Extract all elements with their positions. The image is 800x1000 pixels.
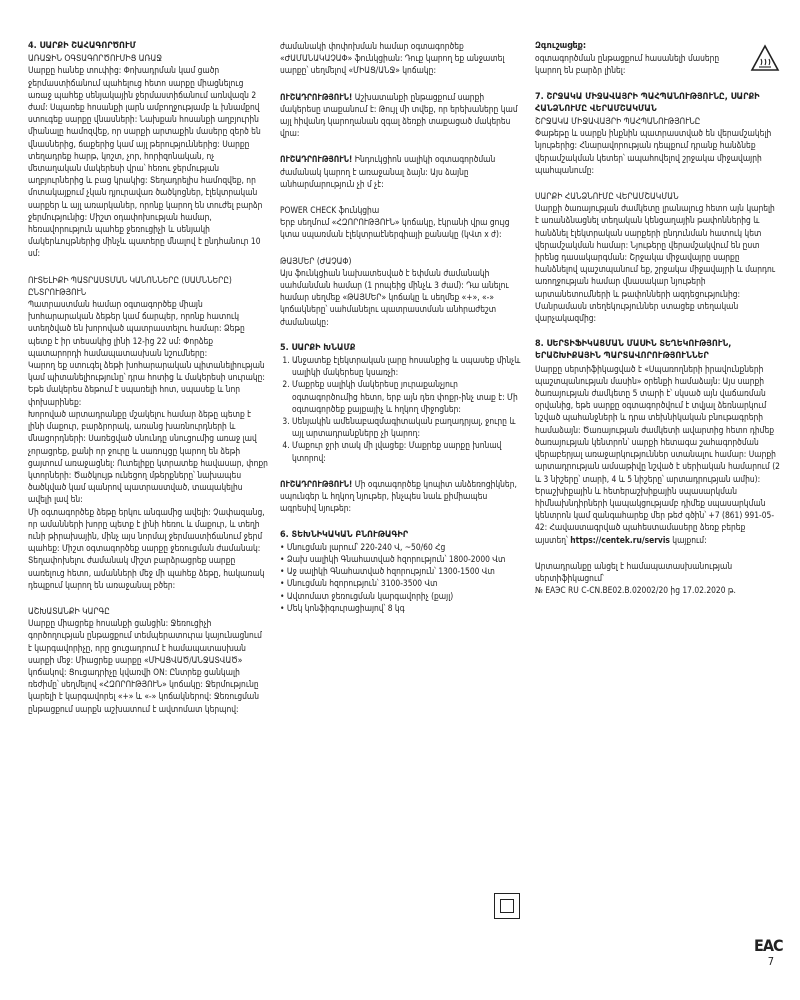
care-list bbox=[280, 354, 525, 464]
warning-3 bbox=[280, 478, 525, 515]
care-item: 4. Մաքուր ջրի տակ մի լվացեք: Մաքրեք սարքը խոնավ կտորով: bbox=[292, 439, 525, 463]
section-5-title: 5. ՍԱՐՔԻ ԽՆԱՄՔ bbox=[280, 342, 356, 353]
oil-body-3: Խորոված արտադրանքը մշակելու համար ձեթը պետք է լինի մաքուր, բարձրորակ, առանց խառնուրդների և մնացորդների: Սառեցված սնունդը սնուցումից առաջ լավ չորացրեք, քանի որ ջուրը և սառույցը կարող են ձեթի ցայտում առաջացնել: Ուտելիքը կտրատեք հավասար, փոքր կտորների: Ծածկույթ ունեցող մթերքները՝ նախապես ծածկված կամ պանրով պատրաստված, տապակելիս ավելի լավ են: bbox=[28, 408, 268, 505]
care-item: 3. Սենյակին ամենաբազմագիտական բաղադրյալ, ջուրը և այլ արտադրանքները չի կարող: bbox=[292, 415, 525, 439]
section-7-title: 7. ՇՐՋԱԿԱ ՄԻՋԱՎԱՅՐԻ ՊԱՀՊԱՆՈՒԹՅՈՒՆԸ, ՍԱՐՔԻ ՀԱՆՁՆՈՒՄԸ ՎԵՐԱՄՇԱԿՄԱՆ bbox=[535, 91, 760, 114]
oil-section-title: ՈՒՏԵԼԻՔԻ ՊԱՏՐԱՍՏՄԱՆ ԿԱՆՈՆՆԵՐԸ (ՍԱՄՆՆԵՐԸ) ԸՆՏՐՈՒԹՅՈՒՆ bbox=[28, 274, 232, 297]
usage-body: Սարքը միացրեք հոսանքի ցանցին: Ջեռուցիչի գործողության ընթացքում տեմպերատուրա կայունացնում է կարգավորիչը, որը ցուցադրում է համապատասխան սարքի մեջ: Միացրեք սարքը «ՄԻԱՑՎԱԾ/ԱՆՋԱՏՎԱԾ» կոճակով: Ցուցադրիչը կվառվի ON: Ընտրեք ցանկալի ռեժիմը՝ սեղմելով «ՀԶՈՐՈՒԹՅՈՒՆ» կոճակը: Ջերմությունը կարելի է կարգավորել «+» և «-» կոճակներով: Ջեռուցման ընթացքում սարքն աշխատում է ավտոմատ կերպով: bbox=[28, 618, 262, 714]
care-item: 1. Անջատեք էլեկտրական լարը հոսանքից և սպասեք մինչև սալիկի մակերեսը կսառչի: bbox=[292, 354, 525, 378]
section-4-body: Սարքը հանեք տուփից: Փոխադրման կամ ցածր ջերմաստիճանում պահելուց հետո սարքը միացնելուց առաջ պահեք սենյակային ջերմաստիճանում առնվազն 2 ժամ: Սպառեք հոսանքի լարն ամբողջությամբ և խնամքով ստուգեք սարքը վնասների: Նախքան հոսանքի աղբյուրին միանալը համոզվեք, որ սարքի արտաքին մասերը զերծ են վնասներից, ճաքերից կամ այլ թերություններից: Սարքը տեղադրեք հարթ, կոշտ, չոր, հորիզոնական, ոչ մետաղական մակերեսի վրա՝ հեռու ջերմության աղբյուրներից և բաց կրակից: Տեղադրելիս համոզվեք, որ մոտակայքում չկան դյուրավառ ծածկոցներ, էլեկտրական սարքեր և այլ առարկաներ, որոնք կարող են տուժել բարձր ջերմությունից: Միշտ օդափոխության համար, հեռավորություն պահեք ջեռուցիչի և սենյակի մակերևույթներից մինչև պատերը մնալով է ընդհանուր 10 սմ: bbox=[28, 65, 263, 259]
section-8-body: Սարքը սերտիֆիկացված է «Սպառողների իրավունքների պաշտպանության մասին» օրենքի համաձայն: Այս սարքի ծառայության ժամկետը 5 տարի է՝ սկսած այն վաճառման օրվանից, եթե սարքը օգտագործվում է տվյալ ձեռնարկում նշված պահանջների և դրա տեխնիկական բնութագրերի համաձայն: Ծառայության ժամկետի ավարտից հետո դիմեք ծառայության կենտրոն՝ սարքի հետագա շահագործման վերաբերյալ առաջարկություններ ստանալու համար: Սարքի արտադրության ամսաթիվը նշված է սերիական համարում (2 և 3 նիշերը՝ տարի, 4 և 5 նիշերը՝ արտադրության ամիս): Երաշխիքային և հետերաշխիքային սպասարկման հիմնախնդիրների կապակցությամբ դիմեք սպասարկման կենտրոն կամ զանգահարեք մեր թեժ գծին՝ +7 (861) 991-05-42: Հավաստագրված պահեստամասերը ձեռք բերեք այստեղ՝ https://centek.ru/servis կայքում: bbox=[535, 363, 780, 545]
timer-continuation: ժամանակի փոփոխման համար օգտագործեք «ԺԱՄԱՆԱԿԱՉԱՓ» ֆունկցիան: Դուք կարող եք անջատել սարքը՝ սեղմելով «ՄԻԱՑ/ԱՆՋ» կոճակը: bbox=[280, 41, 505, 76]
hot-surface-warning-icon bbox=[750, 44, 780, 72]
spec-item: • Ավտոմատ ջեռուցման կարգավորիչ (քայլ) bbox=[280, 590, 454, 601]
oil-body-5: Տեղափոխելու ժամանակ միշտ բարձրացրեք սարքը սառելուց հետո, ամանների մեջ մի պահեք ձեթը, հակառակ դեպքում կարող են առաջանալ բծեր: bbox=[28, 555, 265, 590]
section-7-body: Փաթեթը և սարքն ինքնին պատրաստված են վերամշակելի նյութերից: Հնարավորության դեպքում դրանք հանձնեք վերամշակման կետեր՝ ապահովելով շրջակա միջավայրի պահպանումը: bbox=[535, 128, 772, 175]
spec-item: • Ձախ սալիկի Գնահատված հզորություն՝ 1800-2000 Վտ bbox=[280, 553, 506, 564]
eac-mark: EAC bbox=[754, 936, 783, 955]
recycling-subtitle: ՍԱՐՔԻ ՀԱՆՁՆՈՒՄԸ ՎԵՐԱՄՇԱԿՄԱՆ bbox=[535, 191, 679, 202]
oil-body-1: Պատրաստման համար օգտագործեք միայն խոհարարական ձեթեր կամ ճարպեր, որոնք հատուկ ստեղծված են խորոված պատրաստելու համար: Ձեթը պետք է իր տեսակից լինի 12-ից 22 սմ: Փորձեք պատարորդի համապատասխան նշումները: bbox=[28, 299, 245, 358]
oil-body-4: Մի օգտագործեք ձեթը երկու անգամից ավելի: Չափազանց, որ ամանների խորը պետք է լինի հեռու և մաքուր, և տեղի ունի թիրախային, մինչ այս նորմալ ջերմաստիճանում ջերմ պահեք: Միշտ օգտագործեք սարքը ջեռուցման ժամանակ: bbox=[28, 506, 265, 554]
page-number: 7 bbox=[767, 955, 774, 968]
section-6-title: 6. ՏԵԽՆԻԿԱԿԱՆ ԲՆՈՒԹԱԳԻՐ bbox=[280, 529, 409, 540]
power-check-title: POWER CHECK ֆունկցիա bbox=[280, 205, 380, 216]
recycling-body: Սարքի ծառայության ժամկետը լրանալուց հետո այն կարելի է առանձնացնել տեղական կենցաղային թափոններից և հանձնել էլեկտրական սարքերի ընդունման հատուկ կետ վերամշակման համար: Նյութերը վերամշակվում են ըստ իրենց դասակարգման: Շրջակա միջավայրը սարքը հանձնելով պաշտպանում եք, շրջակա միջավայրի և մարդու առողջության համար վնասակար նյութերի արտանետումների և թափոնների ազդեցությունից: Մանրամասն տեղեկություններ ստացեք տեղական վարչակազմից: bbox=[535, 203, 776, 324]
section-7-subtitle: ՇՐՋԱԿԱ ՄԻՋԱՎԱՅՐԻ ՊԱՀՊԱՆՈՒԹՅՈՒՆԸ bbox=[535, 116, 701, 127]
spec-item: • Սնուցման լարում՝ 220-240 Վ, ~50/60 Հց bbox=[280, 541, 446, 552]
double-insulation-icon bbox=[494, 893, 520, 919]
caution-text: օգտագործման ընթացքում հասանելի մասերը կարող են բարձր լինել: bbox=[535, 53, 720, 76]
usage-section-title: ԱՇԽԱՏԱՆՔԻ ԿԱՐԳԸ bbox=[28, 605, 110, 616]
warning-1-text: Աշխատանքի ընթացքում սարքի մակերեսը տաքանում է: Թույլ մի տվեք, որ երեխաները կամ այլ հիվանդ կարողանան զգալ ձեռքի տաքացած մակերես վրա: bbox=[280, 91, 518, 139]
certification-label: Արտադրանքը անցել է համապատասխանության սերտիֆիկացում՝ bbox=[535, 560, 733, 583]
power-check-body: Երբ սեղմում «ՀԶՈՐՈՒԹՅՈՒՆ» կոճակը, էկրանի վրա ցույց կտա սպառման էլեկտրաէներգիայի քանակը (կՎտ x ժ): bbox=[280, 217, 510, 240]
oil-body-2: Կարող եք ստուգել ձեթի խոհարարական պիտանելիության կամ պիտանելիությունը՝ դրա հոտից և մակերեսի սուրակը: Եթե մակերես ձեթում է սպառելի հոտ, սպասեք և նոր փոխարինեք: bbox=[28, 360, 265, 407]
care-item: 2. Մաքրեք սալիկի մակերեսը յուրաքանչյուր օգտագործումից հետո, երբ այն դեռ փոքր-ինչ տաք է: Մի օգտագործեք քայքայիչ և հղկող միջոցներ: bbox=[292, 378, 525, 415]
column-middle bbox=[280, 40, 525, 614]
warning-1 bbox=[280, 91, 525, 140]
section-4-subtitle: ԱՌԱՋԻՆ ՕԳՏԱԳՈՐԾՈՒՄԻՑ ԱՌԱՋ bbox=[28, 53, 163, 64]
column-right bbox=[535, 40, 780, 596]
spec-item: • Մեկ կոնֆիգուրացիայով՝ 8 կգ bbox=[280, 602, 405, 613]
spec-item: • Աջ սալիկի Գնահատված հզորություն՝ 1300-1500 Վտ bbox=[280, 566, 495, 577]
certification-number: № ЕАЭС RU C-CN.ВЕ02.В.02002/20 ից 17.02.2020 թ. bbox=[535, 585, 736, 596]
section-4-title: 4. ՍԱՐՔԻ ՇԱՀԱԳՈՐԾՈՒՄ bbox=[28, 41, 136, 51]
warning-3-label: ՈՒՇԱԴՐՈՒԹՅՈՒՆ! bbox=[280, 478, 353, 489]
service-link[interactable]: https://centek.ru/servis bbox=[570, 534, 670, 545]
warning-2 bbox=[280, 153, 525, 190]
caution-label: Զգուշացեք: bbox=[535, 41, 587, 51]
spec-item: • Սնուցման հզորություն՝ 3100-3500 Վտ bbox=[280, 578, 438, 589]
hot-surface-caution bbox=[535, 40, 780, 77]
warning-2-label: ՈՒՇԱԴՐՈՒԹՅՈՒՆ! bbox=[280, 154, 353, 165]
timer-body: Այս ֆունկցիան նախատեսված է եփման ժամանակի սահմանման համար (1 րոպեից մինչև 3 ժամ): Դա անելու համար սեղմեք «ԹԱՅՄԵՐ» կոճակը և սեղմեք «+», «-» կոճակները՝ սահմանելու պատրաստման անհրաժեշտ ժամանակը: bbox=[280, 267, 509, 327]
column-left bbox=[28, 40, 268, 715]
timer-title: ԹԱՅՄԵՐ (ԺԱՉԱՓ) bbox=[280, 255, 352, 266]
warning-2-text: Ինդուկցիոն սալիկի օգտագործման ժամանակ կարող է առաջանալ ձայն: Այս ձայնը անհարմարություն չի մ չէ: bbox=[280, 154, 496, 189]
warning-3-text: Մի օգտագործեք կոպիտ անձեռոցիկներ, սպունգեր և հղկող նյութեր, ինչպես նաև քիմիապես ագրեսիվ նյութեր: bbox=[280, 478, 517, 514]
section-8-title: 8. ՍԵՐՏԻՖԻԿԱՑՄԱՆ ՄԱՍԻՆ ՏԵՂԵԿՈՒԹՅՈՒՆ, ԵՐԱՇԽԻՔԱՅԻՆ ՊԱՐՏԱՎՈՐՈՒԹՅՈՒՆՆԵՐ bbox=[535, 339, 732, 362]
warning-1-label: ՈՒՇԱԴՐՈՒԹՅՈՒՆ! bbox=[280, 91, 353, 102]
